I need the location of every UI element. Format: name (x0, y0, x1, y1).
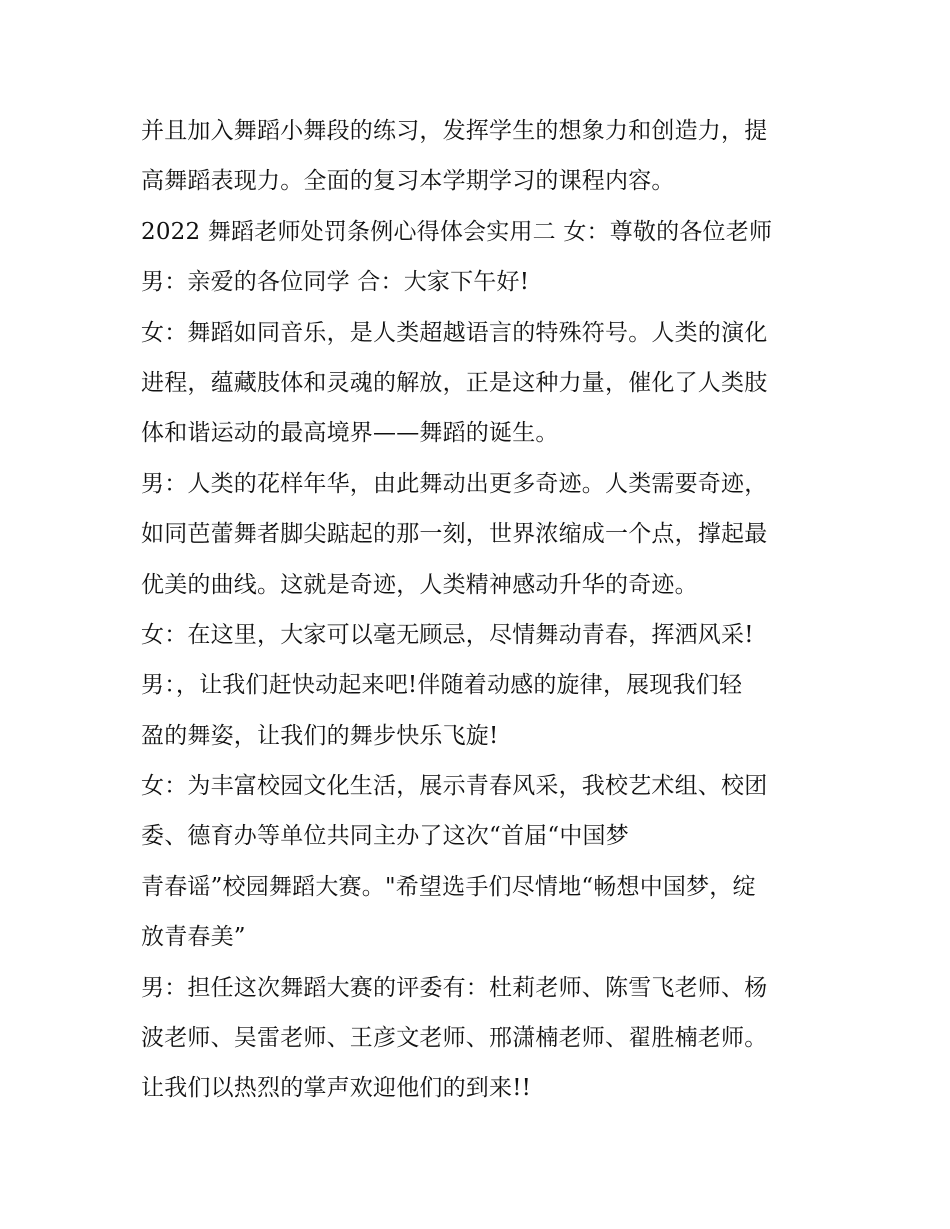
text-line: 委、德育办等单位共同主办了这次“首届“中国梦 (141, 823, 629, 850)
text-line: 男：人类的花样年华，由此舞动出更多奇迹。人类需要奇迹， (141, 470, 768, 497)
text-line: 女：为丰富校园文化生活，展示青春风采，我校艺术组、校团 (141, 773, 768, 800)
text-line: 优美的曲线。这就是奇迹，人类精神感动升华的奇迹。 (141, 571, 698, 598)
text-line: 进程，蕴藏肢体和灵魂的解放，正是这种力量，催化了人类肢 (141, 369, 768, 396)
text-line: 盈的舞姿，让我们的舞步快乐飞旋! (141, 722, 499, 749)
text-line: 让我们以热烈的掌声欢迎他们的到来!! (141, 1075, 532, 1102)
text-line: 放青春美” (141, 924, 246, 951)
text-line: 女：舞蹈如同音乐，是人类超越语言的特殊符号。人类的演化 (141, 319, 768, 346)
text-line: 男：亲爱的各位同学 合：大家下午好! (141, 269, 530, 296)
text-line: 2022 舞蹈老师处罚条例心得体会实用二 女：尊敬的各位老师 (141, 218, 773, 245)
text-line: 女：在这里，大家可以毫无顾忌，尽情舞动青春，挥洒风采! (141, 621, 754, 648)
text-line: 体和谐运动的最高境界——舞蹈的诞生。 (141, 420, 559, 447)
text-line: 青春谣”校园舞蹈大赛。"希望选手们尽情地“畅想中国梦，绽 (141, 873, 756, 900)
text-line: 男：，让我们赶快动起来吧!伴随着动感的旋律，展现我们轻 (141, 672, 743, 699)
text-line: 高舞蹈表现力。全面的复习本学期学习的课程内容。 (141, 168, 675, 195)
body-text (141, 106, 821, 1114)
text-line: 男：担任这次舞蹈大赛的评委有：杜莉老师、陈雪飞老师、杨 (141, 974, 768, 1001)
text-line: 并且加入舞蹈小舞段的练习，发挥学生的想象力和创造力，提 (141, 118, 768, 144)
text-line: 如同芭蕾舞者脚尖踮起的那一刻，世界浓缩成一个点，撑起最 (141, 521, 768, 548)
text-line: 波老师、吴雷老师、王彦文老师、邢潇楠老师、翟胜楠老师。 (141, 1025, 768, 1052)
